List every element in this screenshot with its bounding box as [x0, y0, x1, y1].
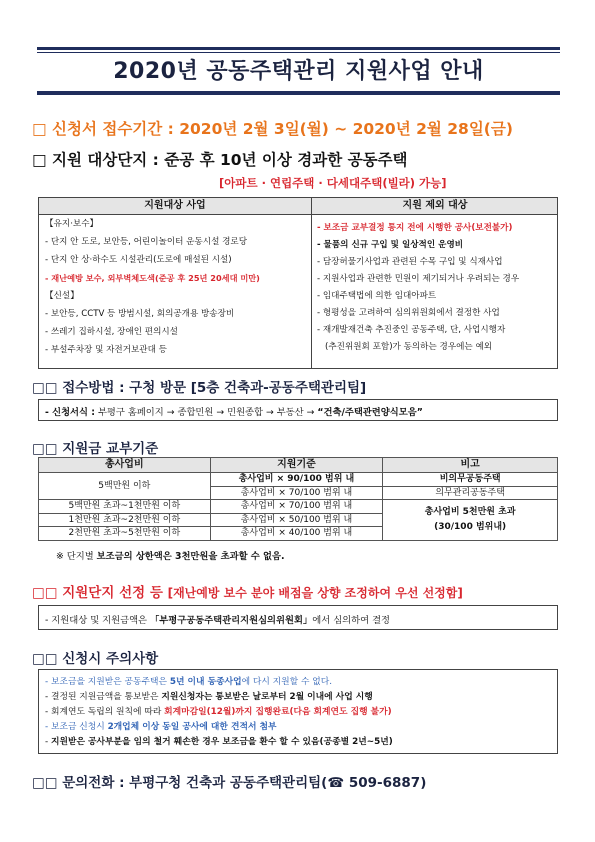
cautions-heading: □□ 신청시 주의사항: [32, 651, 159, 667]
grant-basis: 총사업비 × 70/100 범위 내: [210, 500, 383, 514]
caution-line: [45, 735, 393, 749]
support-right-line: - 임대주택법에 의한 임대아파트: [317, 291, 437, 301]
caution-emphasis: 회계마감일(12월)까지 집행완료(다음 회계연도 집행 불가): [164, 707, 392, 717]
caution-text: -: [45, 737, 51, 747]
support-right-line: - 보조금 교부결정 통지 전에 시행한 공사(보전불가): [317, 223, 513, 233]
table-row: [39, 473, 558, 487]
grant-col-note: 비고: [383, 458, 558, 473]
support-left-line: 【유지·보수】: [45, 219, 99, 229]
cautions-box: [38, 669, 558, 754]
selection-text-pre: - 지원대상 및 지원금액은: [45, 615, 150, 626]
support-left-line: - 보안등, CCTV 등 방범시설, 회의공개용 방송장비: [45, 309, 235, 319]
support-left-line: - 쓰레기 집하시설, 장애인 편의시설: [45, 327, 178, 337]
support-header-right: 지원 제외 대상: [402, 200, 468, 211]
caution-emphasis: 5년 이내 동종사업: [169, 677, 242, 687]
caution-line: [45, 705, 392, 719]
grant-col-total: 총사업비: [39, 458, 211, 473]
selection-heading: [32, 581, 463, 601]
grant-merged-note-line2: (30/100 범위내): [434, 521, 507, 532]
caution-line: [45, 690, 373, 704]
caution-text: 에 다시 지원할 수 없다.: [241, 677, 333, 687]
page-title: 2020년 공동주택관리 지원사업 안내: [113, 59, 484, 84]
support-table-header: [39, 198, 557, 215]
title-top-rule: [37, 47, 560, 50]
grant-standard-heading: □□ 지원금 교부기준: [32, 441, 159, 457]
grant-note: 의무관리공동주택: [383, 486, 558, 500]
selection-text-bold: 「부평구공동주택관리지원심의위원회」: [149, 615, 313, 626]
grant-basis: 총사업비 × 70/100 범위 내: [210, 486, 383, 500]
grant-footnote-prefix: ※ 단지별: [56, 551, 97, 562]
application-period: □ 신청서 접수기간 : 2020년 2월 3일(월) ~ 2020년 2월 28일(금): [32, 120, 513, 138]
title-bottom-rule: [37, 91, 560, 95]
support-header-left: 지원대상 사업: [144, 200, 206, 211]
support-left-line: - 단지 안 상·하수도 시설관리(도로에 매설된 시설): [45, 255, 232, 265]
caution-emphasis: 지원받은 공사부분을 임의 철거 훼손한 경우 보조금을 환수 할 수 있음(공종별 2년~5년): [50, 737, 393, 747]
selection-text-post: 에서 심의하여 결정: [312, 615, 391, 626]
grant-standard-table: [38, 457, 558, 541]
selection-box: [38, 605, 558, 630]
support-right-line: - 형평성을 고려하여 심의위원회에서 결정한 사업: [317, 308, 500, 318]
support-right-line: - 지원사업과 관련한 민원이 제기되거나 우려되는 경우: [317, 274, 520, 284]
apply-form-path: 부평구 홈페이지 → 종합민원 → 민원종합 → 부동산 →: [97, 407, 318, 418]
grant-basis: 총사업비 × 40/100 범위 내: [210, 527, 383, 541]
grant-footnote: [56, 550, 285, 564]
support-target-table: [38, 197, 558, 369]
support-right-line: - 재개발재건축 추진중인 공동주택, 단, 사업시행자: [317, 325, 506, 335]
title-top-rule-thin: [37, 52, 560, 53]
support-left-line-highlight: - 재난예방 보수, 외부벽체도색(준공 후 25년 20세대 미만): [45, 273, 260, 283]
support-right-line: - 물품의 신규 구입 및 일상적인 운영비: [317, 240, 464, 250]
selection-text: [45, 612, 390, 626]
apply-form-target: “건축/주택관련양식모음”: [317, 407, 423, 418]
caution-text: - 보조금 신청시: [45, 722, 108, 732]
caution-line: [45, 675, 332, 689]
apply-form-line: [45, 404, 423, 418]
support-right-line: (추진위원회 포함)가 동의하는 경우에는 예외: [325, 342, 493, 352]
support-left-line: 【신설】: [45, 291, 79, 301]
caution-text: - 회계연도 독립의 원칙에 따라: [45, 707, 165, 717]
selection-heading-label: □□ 지원단지 선정 등: [32, 585, 163, 601]
grant-basis: 총사업비 × 50/100 범위 내: [210, 513, 383, 527]
selection-heading-note: [재난예방 보수 분야 배점을 상향 조정하여 우선 선정함]: [167, 586, 463, 600]
caution-text: - 보조금을 지원받은 공동주택은: [45, 677, 170, 687]
caution-emphasis: 지원신청자는 통보받은 날로부터 2월 이내에 사업 시행: [161, 692, 373, 702]
caution-line: [45, 720, 277, 734]
caution-emphasis: 2개업체 이상 동일 공사에 대한 견적서 첨부: [107, 722, 277, 732]
target-subnote: [아파트 · 연립주택 · 다세대주택(빌라) 가능]: [219, 176, 447, 190]
grant-col-basis: 지원기준: [210, 458, 383, 473]
contact-line: □□ 문의전화 : 부평구청 건축과 공동주택관리팀(☎ 509-6887): [32, 775, 427, 791]
support-right-line: - 담장허물기사업과 관련된 수목 구입 및 식재사업: [317, 257, 503, 267]
grant-basis: 총사업비 × 90/100 범위 내: [210, 473, 383, 487]
support-table-divider: [311, 198, 312, 368]
grant-merged-note: [383, 500, 558, 541]
target-complex: □ 지원 대상단지 : 준공 후 10년 이상 경과한 공동주택: [32, 151, 408, 169]
grant-range: 5백만원 이하: [39, 473, 211, 500]
apply-method-heading: □□ 접수방법 : 구청 방문 [5층 건축과-공동주택관리팀]: [32, 380, 367, 396]
caution-text: - 결정된 지원금액을 통보받은: [45, 692, 162, 702]
support-left-line: - 단지 안 도로, 보안등, 어린이놀이터 운동시설 경로당: [45, 237, 248, 247]
grant-footnote-bold: 보조금의 상한액은 3천만원을 초과할 수 없음.: [96, 551, 285, 562]
apply-form-box: [38, 399, 558, 421]
support-left-line: - 부설주차장 및 자전거보관대 등: [45, 345, 167, 355]
grant-note: 비의무공동주택: [383, 473, 558, 487]
grant-range: 5백만원 초과~1천만원 이하: [39, 500, 211, 514]
grant-range: 1천만원 초과~2천만원 이하: [39, 513, 211, 527]
grant-range: 2천만원 초과~5천만원 이하: [39, 527, 211, 541]
apply-form-label: - 신청서식 :: [45, 407, 95, 418]
table-row: [39, 500, 558, 514]
grant-merged-note-line1: 총사업비 5천만원 초과: [424, 506, 516, 517]
